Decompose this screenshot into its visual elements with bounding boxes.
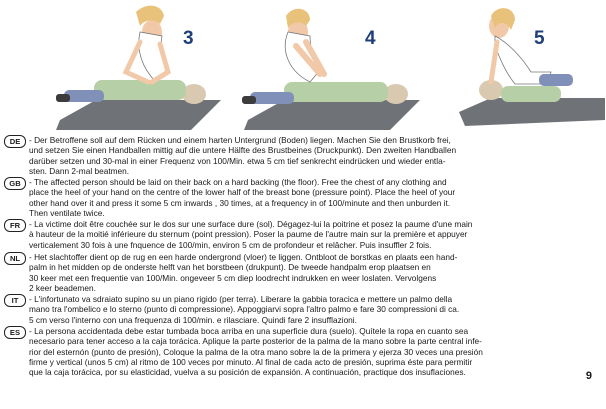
cpr-step-4-illustration <box>240 2 420 130</box>
instruction-text-nl <box>29 252 594 293</box>
cpr-illustration-strip <box>0 0 606 133</box>
page-number: 9 <box>585 370 592 382</box>
text-line: rior del esternón (punto de presión), Coloque la palma de la otra mano sobre la de la primera y ejerza 30 veces una presión <box>29 346 483 357</box>
text-line: 30 keer met een frequentie van 100/Min. ongeveer 5 cm diep loodrecht indrukken en weer loslaten. Vervolgens <box>29 272 437 283</box>
step-number-3: 3 <box>183 28 194 49</box>
text-line: - Het slachtoffer dient op de rug en een harde ondergrond (vloer) te liggen. Ontbloot de borstkas en plaats een hand- <box>29 252 458 262</box>
text-line: mano tra l'ombelico e lo sterno (punto di compressione). Appoggiarvi sopra l'altro palmo e fare 30 compressioni di ca. <box>29 304 460 315</box>
text-line: 2 keer beademen. <box>29 282 96 293</box>
text-line: necesario para tener acceso a la caja torácica. Aplique la parte posterior de la palma de la mano sobre la parte central infe- <box>29 336 482 347</box>
text-line: sten. Dann 2-mal beatmen. <box>29 165 130 176</box>
text-line: que la caja torácica, por su elasticidad, vuelva a su posición de expansión. A continuación, practique dos insuflaciones. <box>29 367 466 378</box>
instruction-text-fr <box>29 219 594 250</box>
text-line: firme y vertical (unos 5 cm) al ritmo de 100 veces por minuto. Al final de cada acto de presión, suprima éste para permitir <box>29 356 473 367</box>
text-line: 5 cm verso l'interno con una frequenza di 100/min. e rilasciare. Quindi fare 2 insufflazioni. <box>29 314 357 325</box>
language-badge-de: DE <box>4 135 26 148</box>
text-line: darüber setzen und 30-mal in einer Frequenz von 100/Min. etwa 5 cm tief senkrecht eindrücken und wieder entla- <box>29 155 446 166</box>
text-line: à hauteur de la moitié inférieure du sternum (point pression). Poser la paume de l'autre main sur la première et appuyer <box>29 229 468 240</box>
text-line: other hand over it and press it some 5 cm inwards , 30 times, at a frequency in of 100/minute and then unburden it. <box>29 197 451 208</box>
text-line: palm in het midden op de onderste helft van het borstbeen (drukpunt). De tweede handpalm erop plaatsen en <box>29 262 431 273</box>
cpr-step-3-illustration <box>56 2 221 130</box>
language-badge-fr: FR <box>4 219 26 232</box>
language-badge-es: ES <box>4 326 26 339</box>
text-line: - L'infortunato va sdraiato supino su un piano rigido (per terra). Liberare la gabbia toracica e mettere un palmo della <box>29 294 453 304</box>
instruction-text-de <box>29 135 594 176</box>
text-line: - La persona accidentada debe estar tumbada boca arriba en una superficie dura (suelo). Quítele la ropa en cuanto sea <box>29 326 469 336</box>
text-line: - The affected person should be laid on their back on a hard backing (the floor). Free the chest of any clothing and <box>29 177 447 187</box>
text-line: Then ventilate twice. <box>29 207 105 218</box>
language-badge-gb: GB <box>4 177 26 190</box>
instruction-text-it <box>29 294 594 325</box>
text-line: verticalement 30 fois à une fnquence de 100/min, environ 5 cm de profondeur et relâcher. Puis insuffler 2 fois. <box>29 239 432 250</box>
text-line: - La victime doit être couchée sur le dos sur une surface dure (sol). Dégagez-lui la poitrine et posez la paume d'une main <box>29 219 473 229</box>
instruction-text-gb <box>29 177 594 218</box>
text-line: - Der Betroffene soll auf dem Rücken und einem harten Untergrund (Boden) liegen. Machen Sie den Brustkorb frei, <box>29 135 451 145</box>
step-number-5: 5 <box>534 28 545 49</box>
text-line: place the heel of your hand on the centre of the lower half of the breast bone (pressure point). Place the heel of your <box>29 187 456 198</box>
cpr-step-5-illustration <box>455 2 605 130</box>
text-line: und setzen Sie einen Handballen mittig auf die untere Hälfte des Brustbeines (Druckpunkt). Den zweiten Handballen <box>29 145 457 156</box>
language-badge-nl: NL <box>4 252 26 265</box>
step-number-4: 4 <box>365 28 376 49</box>
instruction-text-es <box>29 326 594 377</box>
language-badge-it: IT <box>4 294 26 307</box>
